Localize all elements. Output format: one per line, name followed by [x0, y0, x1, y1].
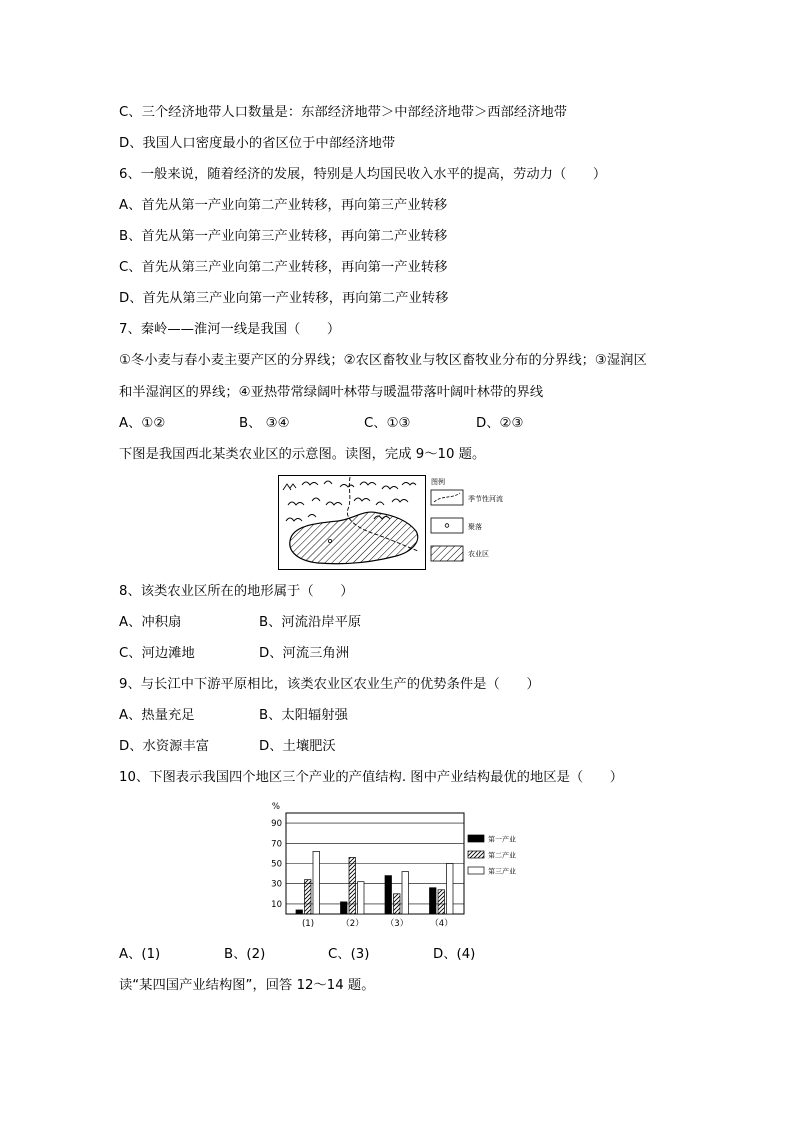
chart-legend-swatch-2: [468, 851, 484, 858]
legend-farming-box: [431, 546, 463, 561]
legend-river-label: 季节性河流: [468, 495, 503, 503]
chart-y-unit-label: %: [271, 802, 280, 812]
intro-map: 下图是我国西北某类农业区的示意图。读图，完成 9～10 题。: [119, 447, 486, 462]
option-b-q8: B、河流沿岸平原: [259, 615, 362, 630]
chart-bar-2-1: [341, 902, 348, 914]
option-a-q9: A、热量充足: [119, 708, 195, 723]
farming-area-map: [278, 475, 523, 571]
legend-settlement-icon: [445, 524, 449, 528]
question-6: 6、一般来说，随着经济的发展，特别是人均国民收入水平的提高，劳动力（ ）: [119, 167, 607, 182]
chart-x-tick-label: （2）: [341, 919, 364, 929]
chart-bar-1-1: [296, 910, 303, 914]
option-a-q10: A、(1): [119, 947, 161, 962]
chart-bar-3-1: [385, 876, 392, 914]
chart-legend-label-1: 第一产业: [488, 835, 516, 844]
intro-four-countries: 读“某四国产业结构图”，回答 12～14 题。: [119, 978, 375, 993]
question-10: 10、下图表示我国四个地区三个产业的产值结构. 图中产业结构最优的地区是（ ）: [119, 770, 624, 785]
legend-settlement-label: 聚落: [468, 523, 482, 531]
question-9: 9、与长江中下游平原相比，该类农业区农业生产的优势条件是（ ）: [119, 677, 540, 692]
industry-structure-chart: [256, 800, 536, 932]
chart-legend-label-3: 第三产业: [488, 867, 516, 876]
question-8: 8、该类农业区所在的地形属于（ ）: [119, 584, 354, 599]
option-d-q10: D、(4): [433, 947, 476, 962]
option-c-q6: C、首先从第三产业向第二产业转移，再向第一产业转移: [119, 260, 448, 275]
chart-bar-2-2: [349, 857, 356, 914]
chart-x-tick-label: （3）: [385, 919, 409, 929]
option-a-q7: A、①②: [119, 416, 166, 431]
option-c-q9: D、水资源丰富: [119, 739, 210, 754]
chart-bar-4-3: [447, 864, 454, 915]
option-b-q7: B、 ③④: [239, 416, 290, 431]
option-c-q8: C、河边滩地: [119, 646, 195, 661]
legend-farming-label: 农业区: [468, 550, 489, 558]
option-b-q9: B、太阳辐射强: [259, 708, 348, 723]
chart-bar-2-3: [358, 882, 365, 914]
settlement-dot: [328, 539, 331, 542]
option-c-q10: C、(3): [328, 947, 370, 962]
chart-y-tick-label: 70: [271, 839, 282, 850]
option-d-q8: D、河流三角洲: [259, 646, 350, 661]
chart-bar-3-2: [394, 894, 401, 914]
chart-y-tick-label: 30: [271, 879, 282, 890]
map-legend-title: 图例: [431, 478, 445, 486]
option-c-q7: C、①③: [364, 416, 411, 431]
chart-legend-swatch-3: [468, 867, 484, 874]
chart-x-tick-label: (1): [301, 919, 315, 929]
question-7-statements-cont: 和半湿润区的界线；④亚热带常绿阔叶林带与暖温带落叶阔叶林带的界线: [119, 385, 544, 400]
chart-y-tick-label: 10: [271, 899, 282, 910]
chart-bar-4-2: [438, 890, 445, 914]
chart-x-tick-label: （4）: [430, 919, 453, 929]
question-7-statements: ①冬小麦与春小麦主要产区的分界线；②农区畜牧业与牧区畜牧业分布的分界线；③湿润区: [119, 353, 647, 368]
chart-bar-1-3: [313, 851, 320, 914]
chart-legend-swatch-1: [468, 835, 484, 842]
option-c-q5: C、三个经济地带人口数量是：东部经济地带＞中部经济地带＞西部经济地带: [119, 105, 568, 120]
option-d-q5: D、我国人口密度最小的省区位于中部经济地带: [119, 136, 396, 151]
question-7: 7、秦岭——淮河一线是我国（ ）: [119, 322, 341, 337]
chart-legend-label-2: 第二产业: [488, 851, 516, 860]
option-d-q7: D、②③: [476, 416, 524, 431]
option-b-q6: B、首先从第一产业向第三产业转移，再向第二产业转移: [119, 229, 448, 244]
option-a-q6: A、首先从第一产业向第二产业转移，再向第三产业转移: [119, 198, 448, 213]
chart-bar-1-2: [305, 880, 312, 914]
option-d-q9: D、土壤肥沃: [259, 739, 336, 754]
chart-bar-3-3: [402, 872, 409, 914]
option-d-q6: D、首先从第三产业向第一产业转移，再向第二产业转移: [119, 291, 449, 306]
option-a-q8: A、冲积扇: [119, 615, 182, 630]
option-b-q10: B、(2): [224, 947, 266, 962]
chart-y-tick-label: 90: [271, 819, 282, 830]
chart-bar-4-1: [430, 888, 437, 914]
chart-y-tick-label: 50: [271, 859, 282, 870]
